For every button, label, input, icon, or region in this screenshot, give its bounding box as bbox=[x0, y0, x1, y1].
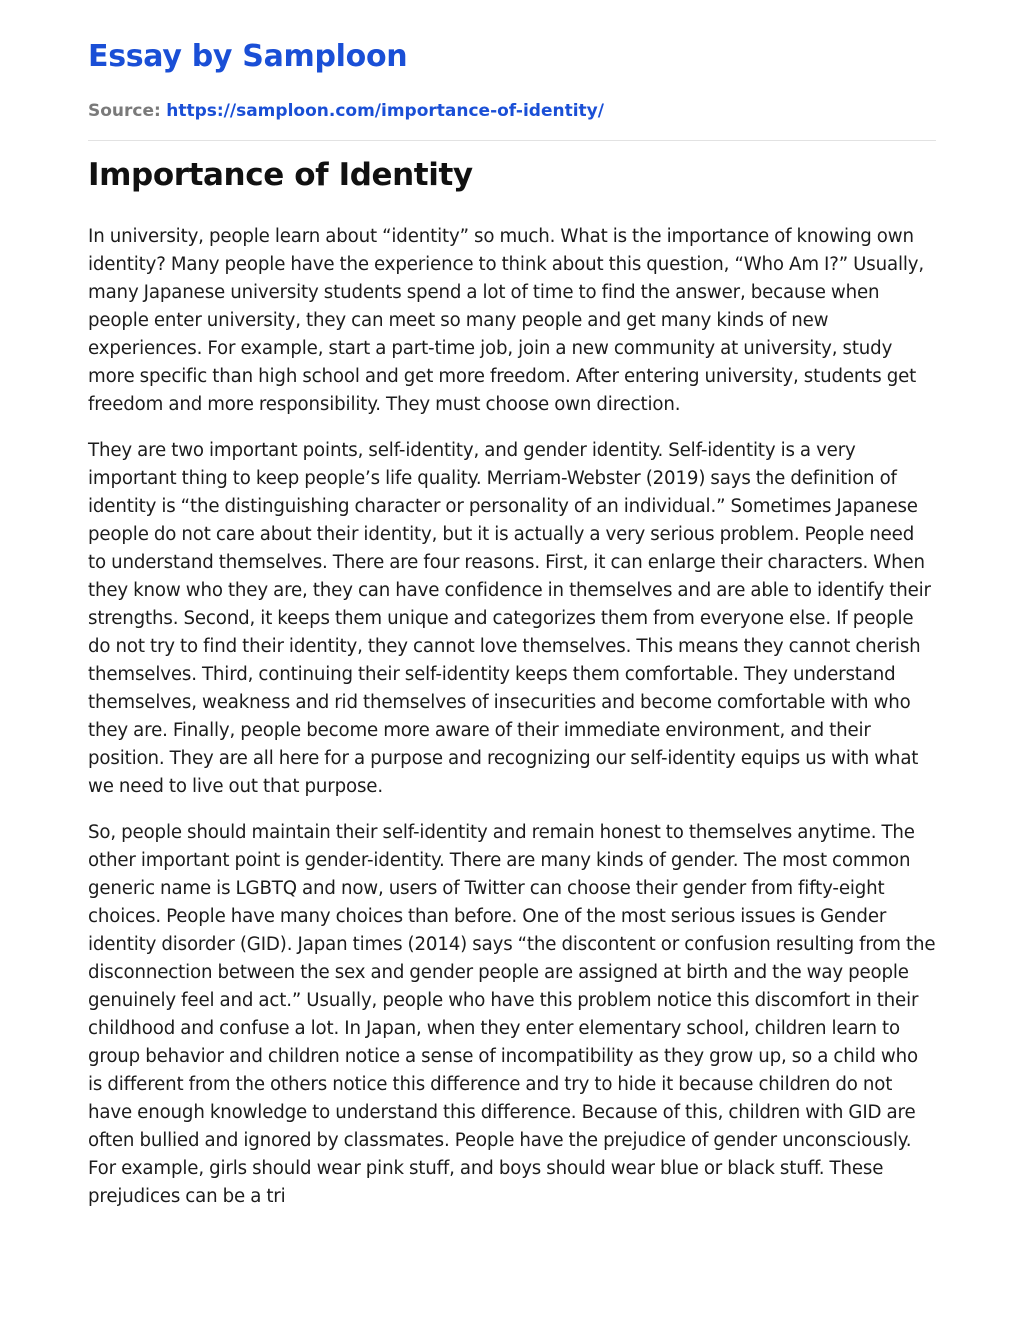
essay-body bbox=[88, 223, 936, 1211]
source-link[interactable]: https://samploon.com/importance-of-identity/ bbox=[166, 101, 604, 121]
source-label: Source: bbox=[88, 101, 161, 121]
divider bbox=[88, 140, 936, 141]
essay-paragraph: They are two important points, self-identity, and gender identity. Self-identity is a very important thing to keep people’s life quality. Merriam-Webster (2019) says the definition of identity is “the distinguishing character or personality of an individual.” Sometimes Japanese people do not care about their identity, but it is actually a very serious problem. People need to understand themselves. There are four reasons. First, it can enlarge their characters. When they know who they are, they can have confidence in themselves and are able to identify their strengths. Second, it keeps them unique and categorizes them from everyone else. If people do not try to find their identity, they cannot love themselves. This means they cannot cherish themselves. Third, continuing their self-identity keeps them comfortable. They understand themselves, weakness and rid themselves of insecurities and become comfortable with who they are. Finally, people become more aware of their immediate environment, and their position. They are all here for a purpose and recognizing our self-identity equips us with what we need to live out that purpose. bbox=[88, 440, 931, 797]
essay-paragraph: So, people should maintain their self-identity and remain honest to themselves anytime. The other important point is gender-identity. There are many kinds of gender. The most common generic name is LGBTQ and now, users of Twitter can choose their gender from fifty-eight choices. People have many choices than before. One of the most serious issues is Gender identity disorder (GID). Japan times (2014) says “the discontent or confusion resulting from the disconnection between the sex and gender people are assigned at birth and the way people genuinely feel and act.” Usually, people who have this problem notice this discomfort in their childhood and confuse a lot. In Japan, when they enter elementary school, children learn to group behavior and children notice a sense of incompatibility as they grow up, so a child who is different from the others notice this difference and try to hide it because children do not have enough knowledge to understand this difference. Because of this, children with GID are often bullied and ignored by classmates. People have the prejudice of gender unconsciously. For example, girls should wear pink stuff, and boys should wear blue or black stuff. These prejudices can be a tri bbox=[88, 822, 936, 1207]
essay-paragraph: In university, people learn about “identity” so much. What is the importance of knowing own identity? Many people have the experience to think about this question, “Who Am I?” Usually, many Japanese university students spend a lot of time to find the answer, because when people enter university, they can meet so many people and get many kinds of new experiences. For example, start a part-time job, join a new community at university, study more specific than high school and get more freedom. After entering university, students get freedom and more responsibility. They must choose own direction. bbox=[88, 226, 925, 415]
essay-page bbox=[88, 0, 936, 1211]
site-brand[interactable]: Essay by Samploon bbox=[88, 39, 408, 74]
source-line bbox=[88, 100, 936, 122]
essay-title: Importance of Identity bbox=[88, 157, 473, 193]
